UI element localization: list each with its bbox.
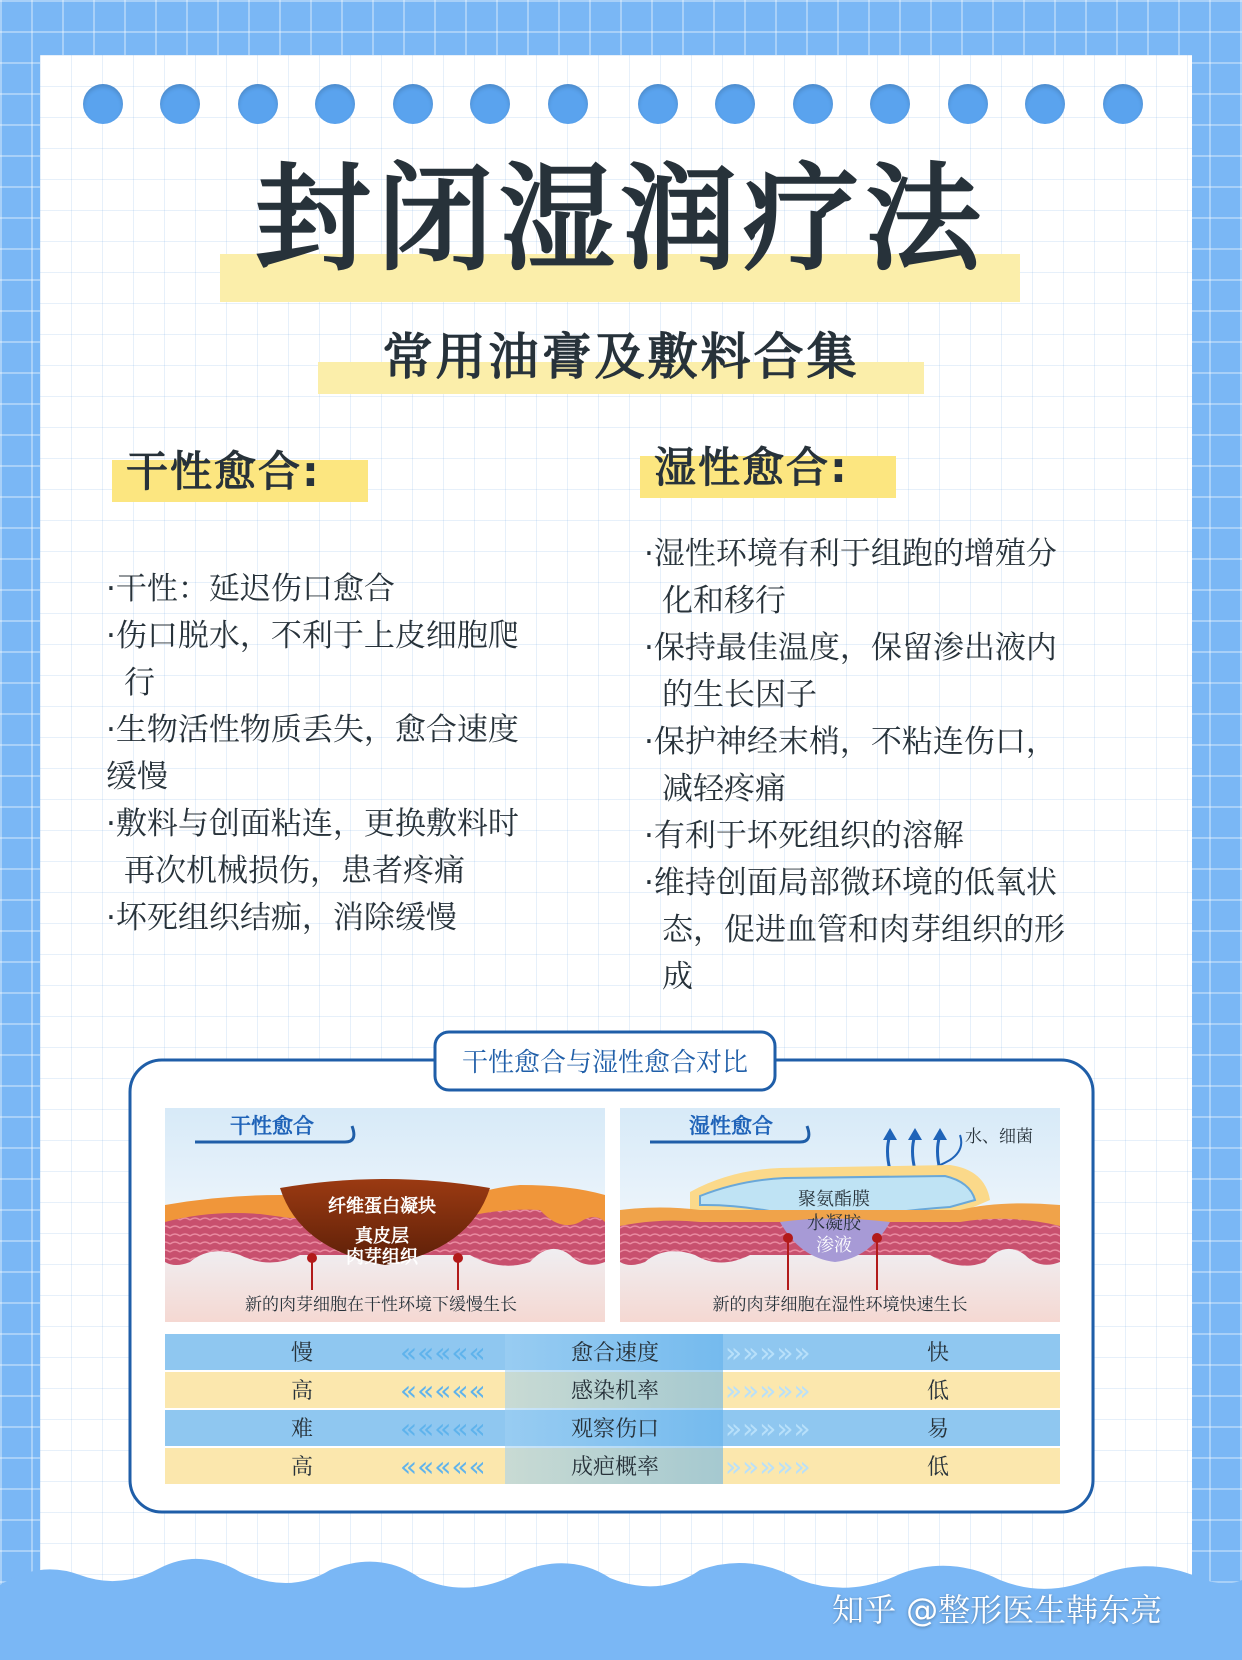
wet-bullet: 的生长因子: [662, 677, 817, 713]
wet-bullet: ·有利于坏死组织的溶解: [644, 818, 964, 854]
wet-bullet: 减轻疼痛: [662, 771, 786, 807]
dry-bullet: 行: [124, 665, 155, 701]
diagram-title: 干性愈合与湿性愈合对比: [461, 1048, 749, 1078]
table-cell-center: 愈合速度: [570, 1341, 660, 1366]
membrane-label: 聚氨酯膜: [798, 1189, 870, 1210]
dry-bullet: ·生物活性物质丢失，愈合速度: [106, 712, 519, 748]
table-cell-left: 高: [290, 1379, 314, 1404]
table-cell-right: 易: [926, 1417, 950, 1442]
dry-bullet: 缓慢: [106, 759, 168, 795]
exudate-label: 渗液: [816, 1235, 852, 1256]
dry-clot-label: 纤维蛋白凝块: [328, 1196, 436, 1217]
dry-bullet: ·伤口脱水，不利于上皮细胞爬: [106, 618, 519, 654]
dry-heading: 干性愈合:: [126, 447, 321, 496]
dry-panel-label: 干性愈合: [230, 1114, 314, 1138]
dry-bullet: 再次机械损伤，患者疼痛: [124, 853, 465, 889]
left-arrows: «««««: [400, 1336, 486, 1369]
table-cell-center: 感染机率: [570, 1379, 660, 1404]
dry-bullet: ·敷料与创面粘连，更换敷料时: [106, 806, 519, 842]
wet-panel-label: 湿性愈合: [689, 1114, 773, 1138]
left-arrows: «««««: [400, 1412, 486, 1445]
wet-panel-caption: 新的肉芽细胞在湿性环境快速生长: [712, 1295, 968, 1315]
left-arrows: «««««: [400, 1374, 486, 1407]
wet-bullet: 成: [662, 959, 693, 995]
table-cell-right: 低: [926, 1455, 950, 1480]
wet-bullet: 化和移行: [662, 583, 786, 619]
dry-bullet: ·干性：延迟伤口愈合: [106, 571, 395, 607]
right-arrows: »»»»»: [725, 1336, 811, 1369]
table-cell-center: 观察伤口: [570, 1417, 660, 1442]
dry-pointer-dot: [307, 1253, 317, 1263]
wet-panel: [620, 1108, 1060, 1322]
table-cell-right: 快: [926, 1341, 950, 1366]
water-bacteria-label: 水、细菌: [965, 1127, 1033, 1147]
table-cell-left: 慢: [290, 1341, 314, 1366]
page-subtitle: 常用油膏及敷料合集: [382, 328, 860, 386]
right-arrows: »»»»»: [725, 1374, 811, 1407]
right-arrows: »»»»»: [725, 1412, 811, 1445]
dry-dermis-label: 真皮层: [355, 1226, 409, 1247]
wet-pointer-dot: [872, 1233, 882, 1243]
table-cell-left: 难: [290, 1417, 314, 1442]
wet-bullet: ·保持最佳温度，保留渗出液内: [644, 630, 1057, 666]
page-title: 封闭湿润疗法: [255, 152, 987, 287]
wet-bullet: ·维持创面局部微环境的低氧状: [644, 865, 1057, 901]
wet-bullet: ·保护神经末梢，不粘连伤口，: [644, 724, 1057, 760]
table-cell-center: 成疤概率: [570, 1455, 660, 1480]
left-arrows: «««««: [400, 1450, 486, 1483]
wet-bullet: 态，促进血管和肉芽组织的形: [662, 912, 1065, 948]
dry-bullet: ·坏死组织结痂，消除缓慢: [106, 900, 457, 936]
table-cell-left: 高: [290, 1455, 314, 1480]
wet-heading: 湿性愈合:: [654, 443, 849, 492]
dry-panel-caption: 新的肉芽细胞在干性环境下缓慢生长: [245, 1295, 517, 1315]
dry-panel: [165, 1108, 605, 1322]
dry-granulation-label: 肉芽组织: [346, 1247, 418, 1268]
table-cell-right: 低: [926, 1379, 950, 1404]
hydrogel-label: 水凝胶: [807, 1213, 861, 1234]
wet-pointer-dot: [783, 1233, 793, 1243]
watermark: 知乎 @整形医生韩东亮: [832, 1591, 1163, 1629]
dry-pointer-dot: [453, 1253, 463, 1263]
wet-bullet: ·湿性环境有利于组跑的增殖分: [644, 536, 1057, 572]
right-arrows: »»»»»: [725, 1450, 811, 1483]
